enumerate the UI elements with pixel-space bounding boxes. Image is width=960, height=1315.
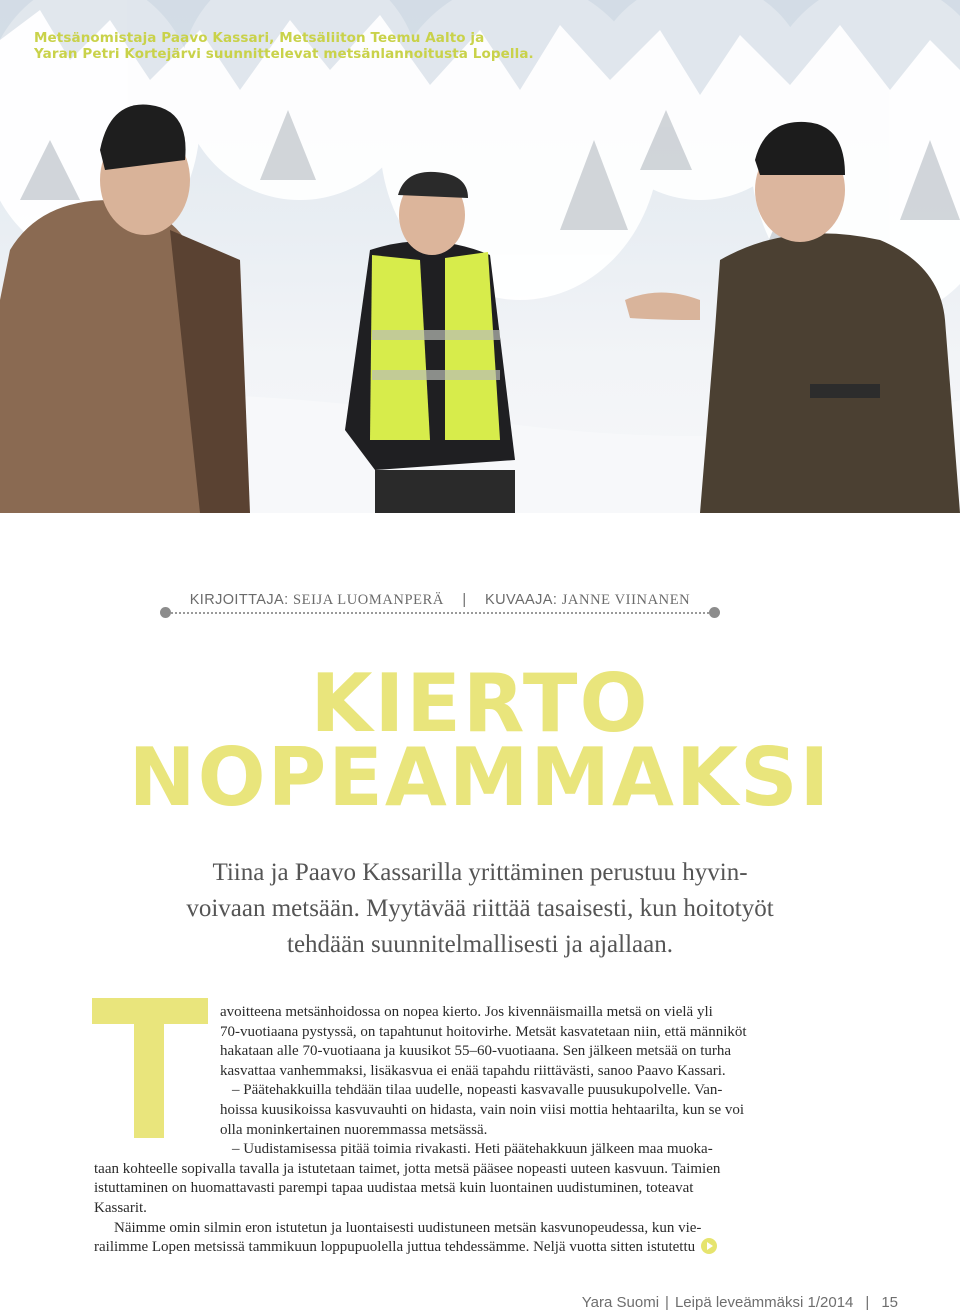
lead-line: Tiina ja Paavo Kassarilla yrittäminen perustuu hyvin-	[212, 859, 748, 886]
caption-line: Metsänomistaja Paavo Kassari, Metsäliiton Teemu Aalto ja	[34, 30, 485, 46]
body-line: hakataan alle 70-vuotiaana ja kuusikot 55–60-vuotiaana. Sen jälkeen metsää on turha	[220, 1043, 732, 1060]
byline-text	[160, 592, 720, 609]
body-line: – Päätehakkuilla tehdään tilaa uudelle, nopeasti kasvavalle puusukupolvelle. Van-	[232, 1082, 723, 1099]
photographer-name: JANNE VIINANEN	[561, 592, 691, 608]
article-body	[94, 1003, 788, 1258]
winter-forest-illustration	[0, 0, 960, 513]
body-line: istuttaminen on huomattavasti parempi tapaa uudistaa metsä kuin luontainen uudistuminen, toteavat	[94, 1180, 694, 1197]
byline-dotted-rule	[168, 612, 712, 614]
byline	[160, 592, 720, 622]
footer-divider: |	[865, 1294, 870, 1311]
body-line: 70-vuotiaana pystyssä, on tapahtunut hoitovirhe. Metsät kasvatetaan niin, että männiköt	[220, 1023, 747, 1040]
continue-arrow-icon	[701, 1238, 717, 1254]
writer-name: SEIJA LUOMANPERÄ	[292, 592, 444, 608]
headline-line-2: NOPEAMMAKSI	[128, 731, 832, 824]
lead-line: tehdään suunnitelmallisesti ja ajallaan.	[287, 931, 673, 958]
rule-end-dot-icon	[709, 607, 720, 618]
footer-issue: Leipä leveämmäksi 1/2014	[674, 1294, 854, 1311]
body-line: – Uudistamisessa pitää toimia rivakasti. Heti päätehakkuun jälkeen maa muoka-	[232, 1141, 713, 1158]
page-number: 15	[881, 1294, 898, 1311]
headline-line-1: KIERTO	[310, 657, 650, 750]
body-line: railimme Lopen metsissä tammikuun loppupuolella juttua tehdessämme. Neljä vuotta sitten istutettu	[94, 1239, 696, 1256]
caption-line: Yaran Petri Kortejärvi suunnittelevat metsänlannoitusta Lopella.	[34, 46, 534, 62]
photo-caption	[34, 30, 554, 62]
cover-photo	[0, 0, 960, 513]
body-line: Näimme omin silmin eron istutetun ja luontaisesti uudistuneen metsän kasvunopeudessa, kun vie-	[114, 1219, 702, 1236]
footer-divider: |	[665, 1294, 669, 1311]
lead-paragraph	[110, 855, 850, 963]
writer-label: KIRJOITTAJA:	[189, 592, 289, 608]
byline-separator: |	[462, 592, 467, 608]
body-line: hoissa kuusikoissa kasvuvauhti on hidasta, vain noin viisi mottia hehtaarilta, kun se voi	[220, 1101, 745, 1118]
body-line: olla moninkertainen nuoremmassa metsässä.	[220, 1121, 488, 1138]
body-line-last	[94, 1238, 788, 1258]
photographer-label: KUVAAJA:	[485, 592, 558, 608]
body-line: avoitteena metsänhoidossa on nopea kierto. Jos kivennäismailla metsä on vielä yli	[220, 1004, 713, 1020]
body-line: Kassarit.	[94, 1199, 147, 1216]
footer-publication: Yara Suomi	[581, 1294, 660, 1311]
lead-line: voivaan metsään. Myytävää riittää tasaisesti, kun hoitotyöt	[186, 895, 774, 922]
body-line: taan kohteelle sopivalla tavalla ja istutetaan taimet, jotta metsä pääsee nopeasti uuteen kasvuun. Taimien	[94, 1160, 721, 1177]
body-line: kasvattaa vanhemmaksi, lisäkasvua ei enää tapahdu riittävästi, sanoo Paavo Kassari.	[220, 1062, 726, 1079]
page-footer	[582, 1294, 898, 1311]
rule-end-dot-icon	[160, 607, 171, 618]
